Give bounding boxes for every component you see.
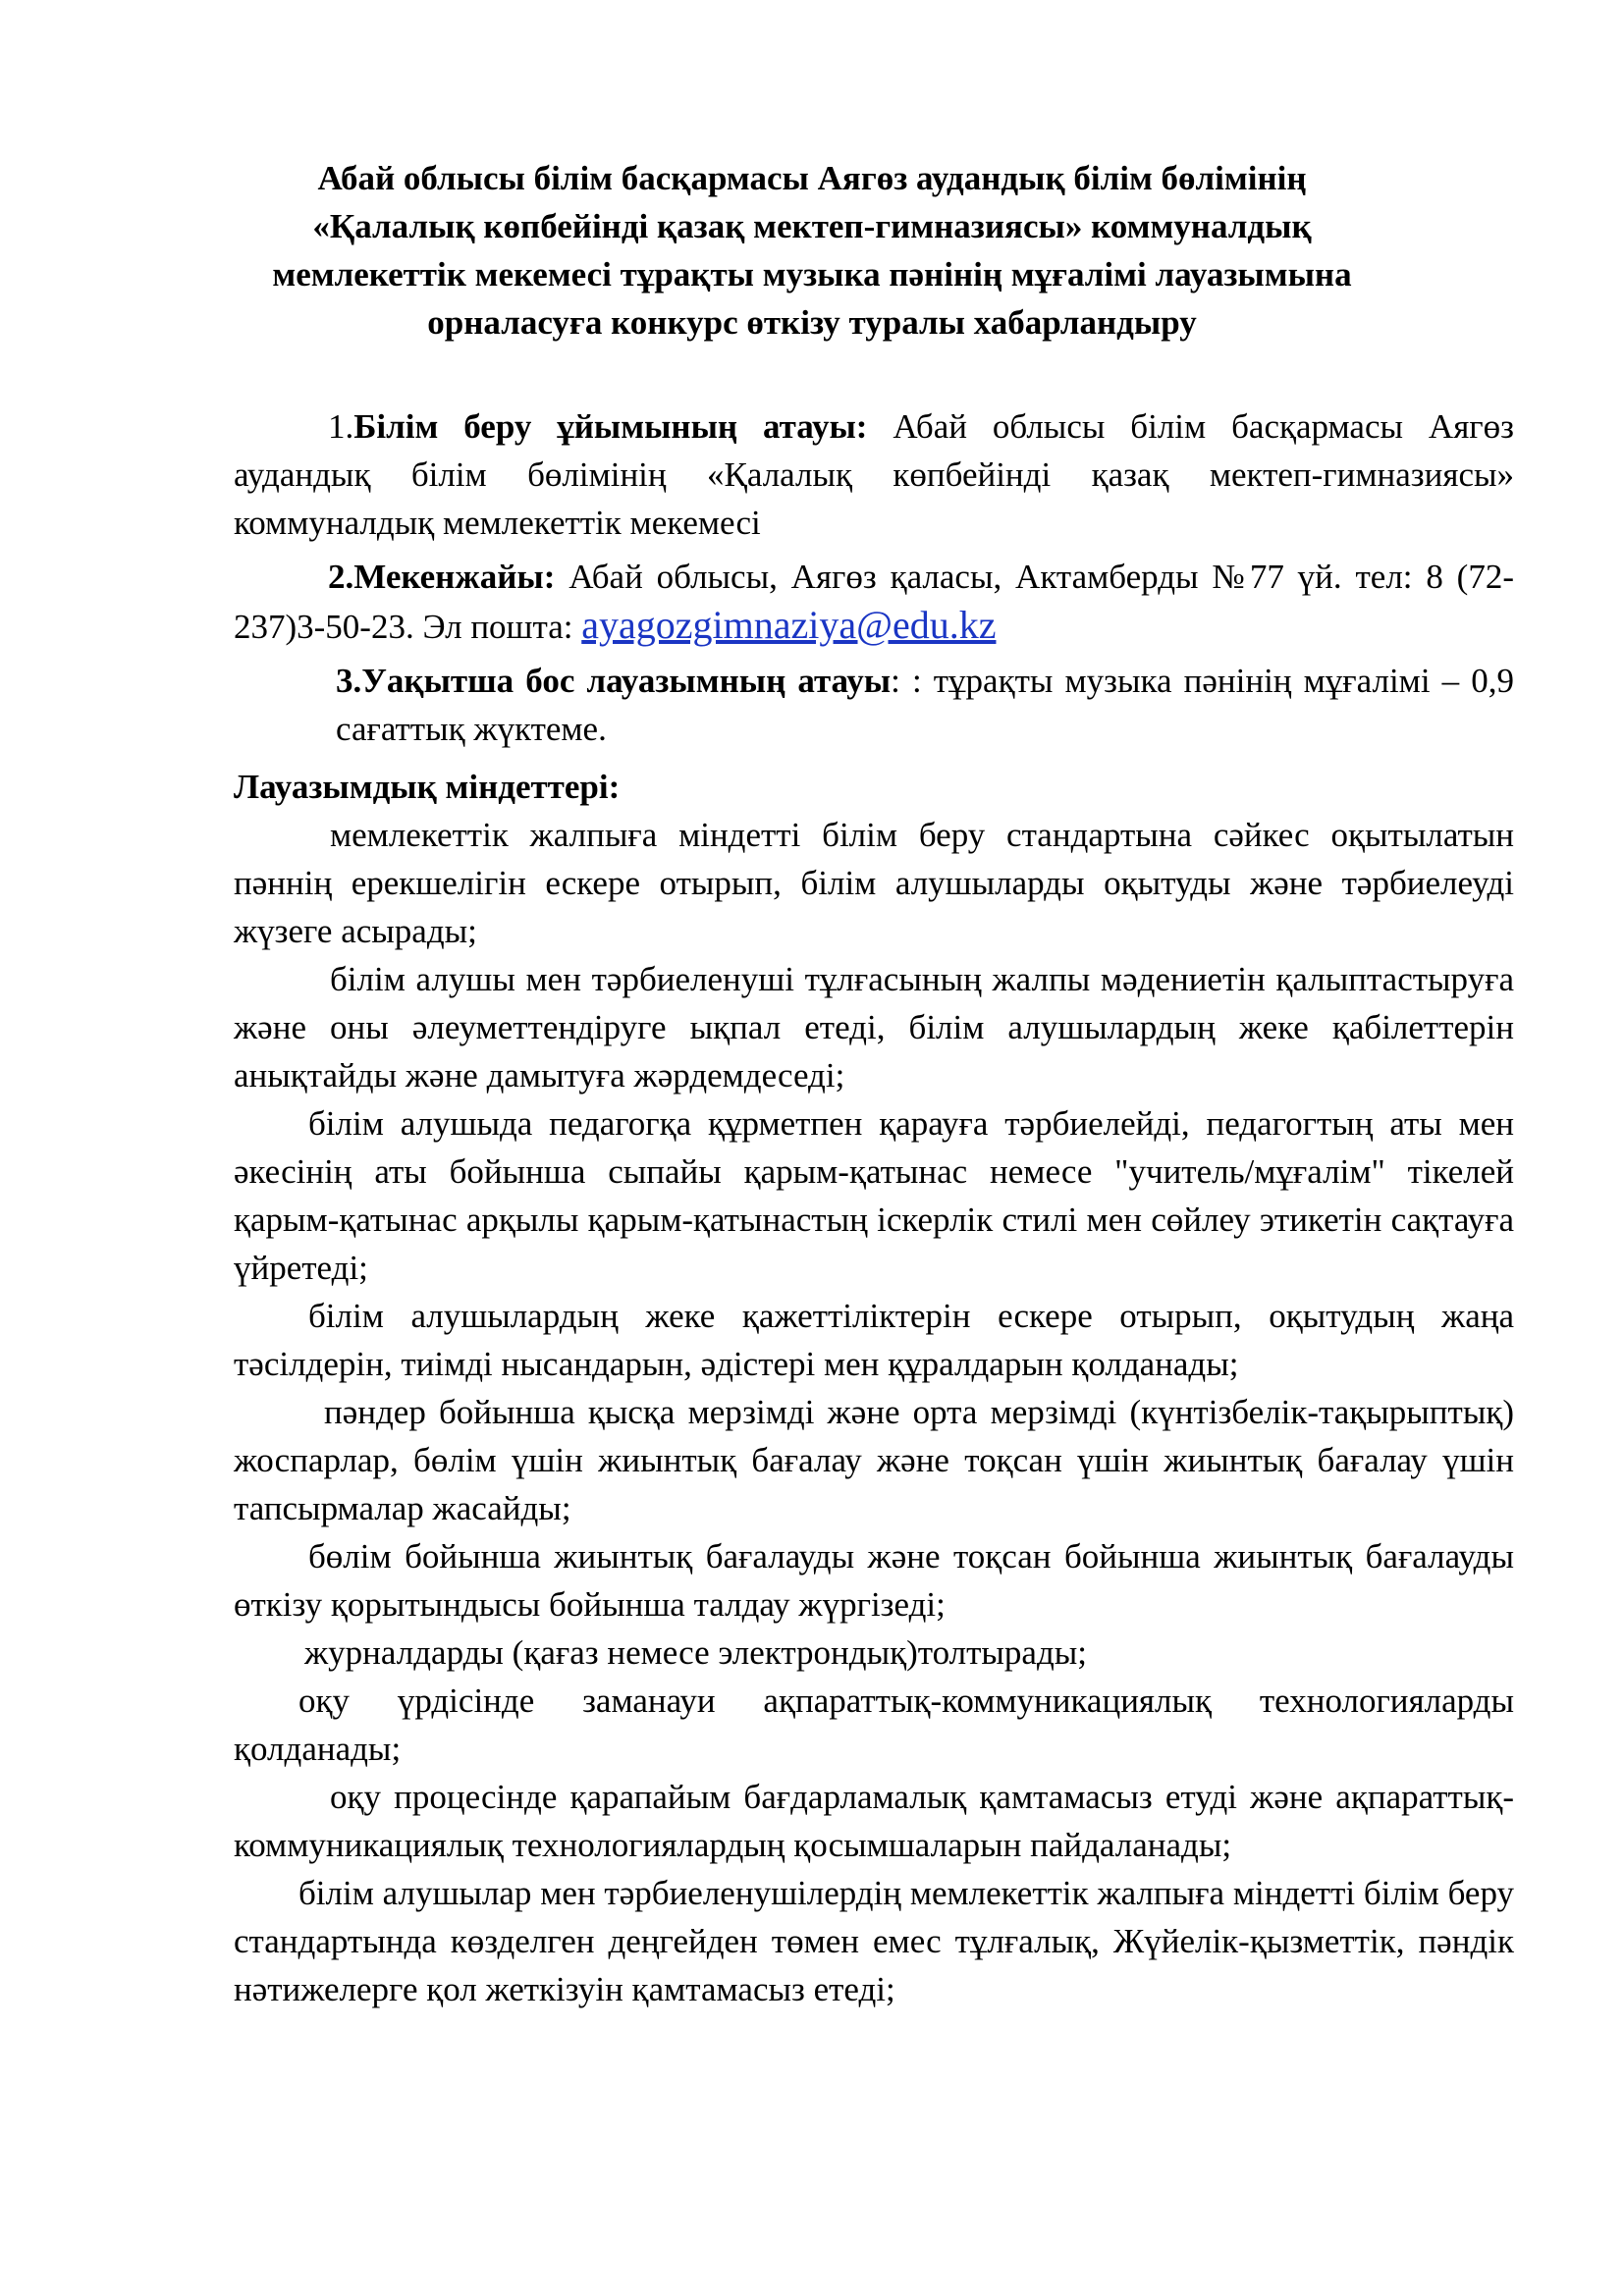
organization-name-paragraph	[234, 402, 1514, 547]
duty-item: журналдарды (қағаз немесе электрондық)толтырады;	[304, 1633, 1088, 1672]
organization-name-label: Білім беру ұйымының атауы:	[353, 407, 868, 446]
title-line: орналасуға конкурс өткізу туралы хабарландыру	[427, 303, 1197, 342]
address-label: 2.Мекенжайы:	[328, 558, 556, 596]
organization-name-text: Абай облысы білім басқармасы Аягөз аудандық білім бөлімінің «Қалалық көпбейінді қазақ мектеп-гимназиясы» коммуналдық мемлекеттік мекемесі	[234, 407, 1514, 542]
email-link[interactable]: ayagozgimnaziya@edu.kz	[581, 603, 997, 647]
duty-item: білім алушылар мен тәрбиеленушілердің мемлекеттік жалпыға міндетті білім беру стандартында көзделген деңгейден төмен емес тұлғалық, Жүйелік-қызметтік, пәндік нәтижелерге қол жеткізуін қамтамасыз етеді;	[234, 1874, 1514, 2008]
address-text: Абай облысы, Аягөз қаласы, Актамберды №77 үй. тел: 8 (72-237)3-50-23. Эл пошта:	[234, 558, 1514, 646]
duty-item: пәндер бойынша қысқа мерзімді және орта мерзімді (күнтізбелік-тақырыптық) жоспарлар, бөлім үшін жиынтық бағалау және тоқсан үшін жиынтық бағалау үшін тапсырмалар жасайды;	[234, 1393, 1514, 1527]
vacancy-label: 3.Уақытша бос лауазымның атауы	[336, 662, 892, 700]
duty-item: оқу процесінде қарапайым бағдарламалық қамтамасыз етуді және ақпараттық-коммуникациялық технологиялардың қосымшаларын пайдаланады;	[234, 1778, 1514, 1864]
duty-item: білім алушы мен тәрбиеленуші тұлғасының жалпы мәдениетін қалыптастыруға және оны әлеуметтендіруге ықпал етеді, білім алушылардың жеке қабілеттерін анықтайды және дамытуға жәрдемдеседі;	[234, 960, 1514, 1095]
section-number: 1.	[328, 407, 354, 446]
title-line: Абай облысы білім басқармасы Аягөз аудандық білім бөлімінің	[317, 159, 1307, 197]
duty-item: оқу үрдісінде заманауи ақпараттық-коммуникациялық технологияларды қолданады;	[234, 1682, 1514, 1768]
duty-item: білім алушылардың жеке қажеттіліктерін ескере отырып, оқытудың жаңа тәсілдерін, тиімді нысандарын, әдістері мен құралдарын қолданады;	[234, 1297, 1514, 1383]
document-body	[234, 402, 1514, 2013]
vacancy-paragraph	[234, 657, 1514, 753]
document-title	[232, 154, 1392, 347]
duty-item: білім алушыда педагогқа құрметпен қарауға тәрбиелейді, педагогтың аты мен әкесінің аты бойынша сыпайы қарым-қатынас немесе "учитель/мұғалім" тікелей қарым-қатынас арқылы қарым-қатынастың іскерлік стилі мен сөйлеу этикетін сақтауға үйретеді;	[234, 1104, 1514, 1287]
duties-heading: Лауазымдық міндеттері:	[234, 768, 621, 806]
title-line: мемлекеттік мекемесі тұрақты музыка пәнінің мұғалімі лауазымына	[272, 255, 1352, 294]
duty-item: бөлім бойынша жиынтық бағалауды және тоқсан бойынша жиынтық бағалауды өткізу қорытындысы бойынша талдау жүргізеді;	[234, 1537, 1514, 1624]
address-paragraph	[234, 553, 1514, 651]
title-line: «Қалалық көпбейінді қазақ мектеп-гимназиясы» коммуналдық	[312, 207, 1312, 245]
vacancy-text: : : тұрақты музыка пәнінің мұғалімі – 0,9 сағаттық жүктеме.	[336, 662, 1514, 748]
duty-item: мемлекеттік жалпыға міндетті білім беру стандартына сәйкес оқытылатын пәннің ерекшелігін ескере отырып, білім алушыларды оқытуды және тәрбиелеуді жүзеге асырады;	[234, 816, 1514, 950]
